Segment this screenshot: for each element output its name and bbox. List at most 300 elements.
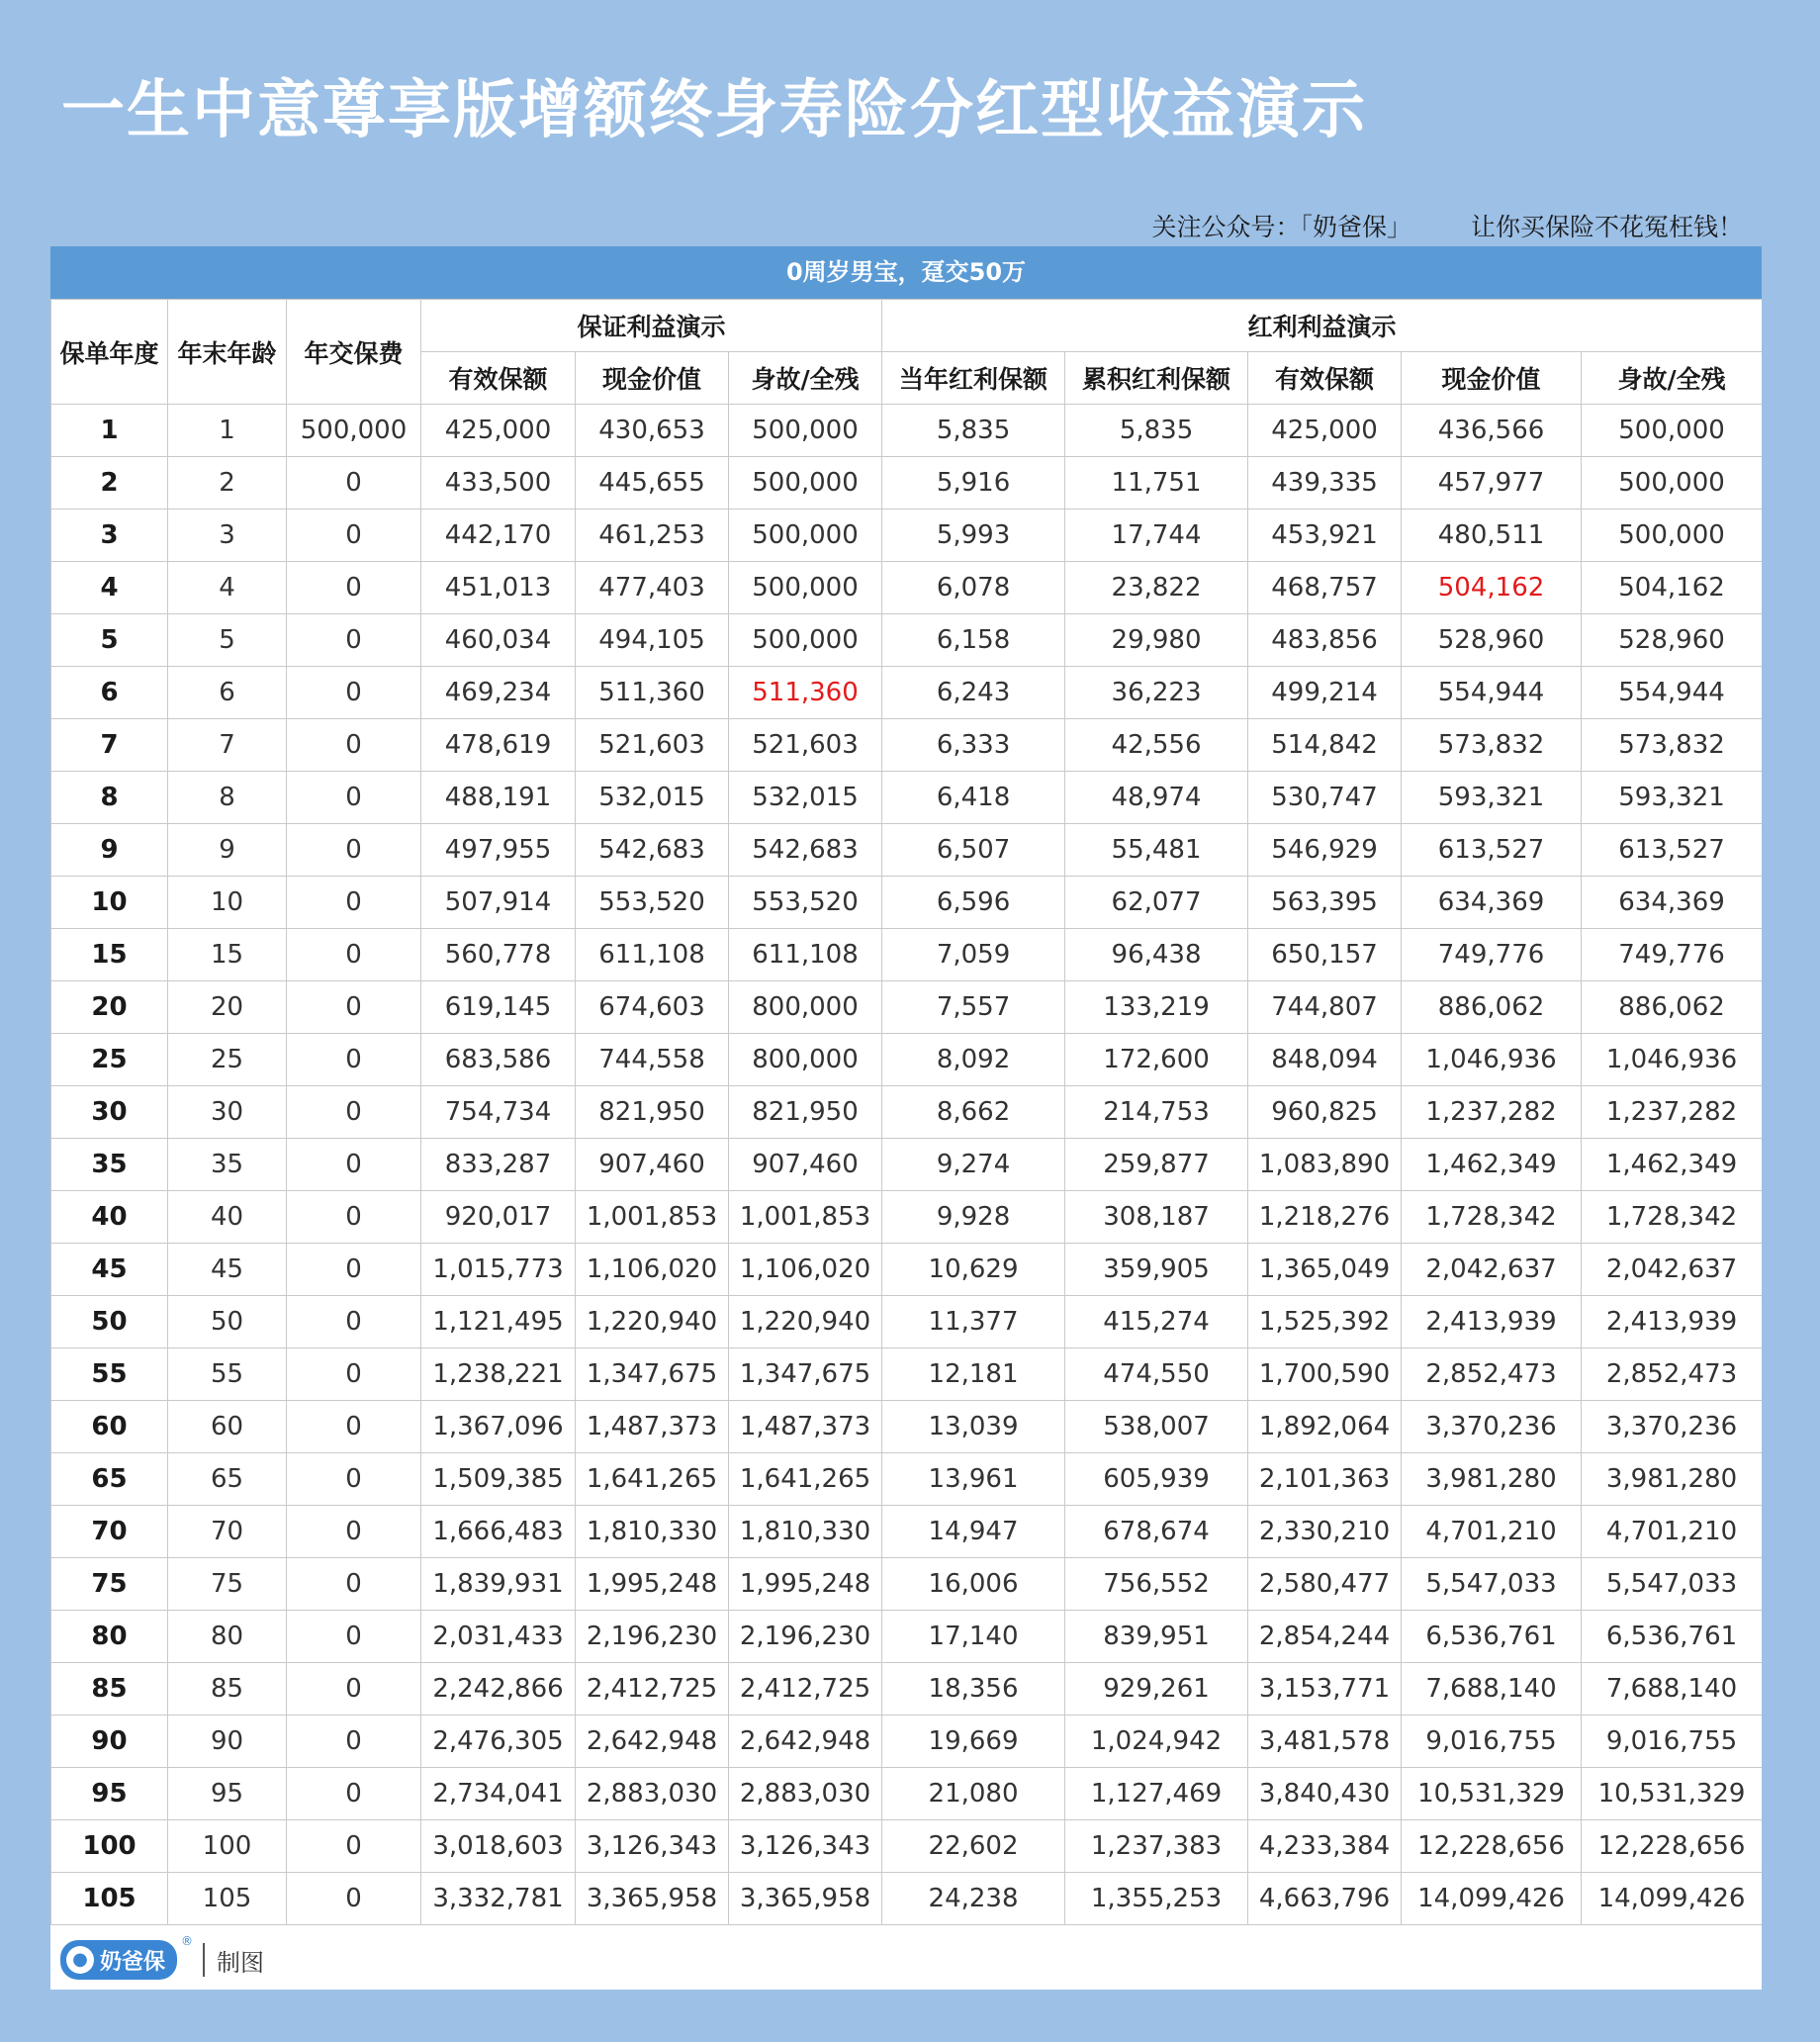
cell-dividend-sum: 848,094	[1248, 1034, 1402, 1086]
header-dividend-group: 红利利益演示	[882, 300, 1762, 352]
logo-text: 奶爸保	[100, 1949, 166, 1975]
cell-dividend-cash: 480,511	[1402, 510, 1582, 562]
cell-age: 95	[168, 1768, 287, 1820]
cell-guaranteed-death: 521,603	[729, 719, 882, 772]
cell-premium: 0	[287, 1086, 421, 1139]
cell-dividend-death: 9,016,755	[1582, 1716, 1762, 1768]
table-row	[51, 1768, 1763, 1820]
cell-dividend-accum: 36,223	[1065, 667, 1248, 719]
cell-premium: 0	[287, 667, 421, 719]
cell-guaranteed-death: 1,220,940	[729, 1296, 882, 1348]
cell-dividend-accum: 55,481	[1065, 824, 1248, 877]
header-guaranteed-cash: 现金价值	[576, 352, 729, 405]
cell-dividend-sum: 3,481,578	[1248, 1716, 1402, 1768]
header-dividend-cash: 现金价值	[1402, 352, 1582, 405]
cell-dividend-cash: 5,547,033	[1402, 1558, 1582, 1611]
cell-dividend-accum: 172,600	[1065, 1034, 1248, 1086]
cell-year: 1	[51, 405, 168, 457]
brand-logo	[60, 1940, 177, 1980]
cell-age: 70	[168, 1506, 287, 1558]
cell-guaranteed-sum: 433,500	[421, 457, 576, 510]
cell-premium: 0	[287, 1348, 421, 1401]
cell-dividend-cash: 1,462,349	[1402, 1139, 1582, 1191]
cell-dividend-cash: 634,369	[1402, 877, 1582, 929]
cell-year: 8	[51, 772, 168, 824]
cell-dividend-sum: 546,929	[1248, 824, 1402, 877]
cell-guaranteed-cash: 1,001,853	[576, 1191, 729, 1244]
cell-guaranteed-sum: 1,839,931	[421, 1558, 576, 1611]
cell-premium: 0	[287, 1034, 421, 1086]
cell-age: 10	[168, 877, 287, 929]
cell-guaranteed-cash: 2,642,948	[576, 1716, 729, 1768]
cell-age: 7	[168, 719, 287, 772]
cell-dividend-sum: 4,233,384	[1248, 1820, 1402, 1873]
cell-dividend-death: 1,728,342	[1582, 1191, 1762, 1244]
header-dividend-sum: 有效保额	[1248, 352, 1402, 405]
cell-guaranteed-cash: 2,196,230	[576, 1611, 729, 1663]
cell-dividend-annual: 11,377	[882, 1296, 1065, 1348]
cell-premium: 0	[287, 1768, 421, 1820]
cell-guaranteed-cash: 542,683	[576, 824, 729, 877]
cell-dividend-cash: 2,413,939	[1402, 1296, 1582, 1348]
cell-guaranteed-cash: 1,106,020	[576, 1244, 729, 1296]
cell-dividend-annual: 6,596	[882, 877, 1065, 929]
cell-year: 5	[51, 614, 168, 667]
table-row	[51, 457, 1763, 510]
table-row	[51, 1663, 1763, 1716]
cell-year: 6	[51, 667, 168, 719]
cell-year: 60	[51, 1401, 168, 1453]
cell-dividend-annual: 9,274	[882, 1139, 1065, 1191]
cell-dividend-accum: 415,274	[1065, 1296, 1248, 1348]
cell-dividend-accum: 1,237,383	[1065, 1820, 1248, 1873]
cell-year: 10	[51, 877, 168, 929]
cell-dividend-sum: 453,921	[1248, 510, 1402, 562]
cell-guaranteed-sum: 1,015,773	[421, 1244, 576, 1296]
cell-dividend-death: 14,099,426	[1582, 1873, 1762, 1925]
cell-dividend-cash: 436,566	[1402, 405, 1582, 457]
table-row	[51, 719, 1763, 772]
cell-guaranteed-death: 2,642,948	[729, 1716, 882, 1768]
cell-guaranteed-death: 821,950	[729, 1086, 882, 1139]
cell-dividend-cash: 528,960	[1402, 614, 1582, 667]
cell-guaranteed-cash: 1,995,248	[576, 1558, 729, 1611]
cell-guaranteed-sum: 3,332,781	[421, 1873, 576, 1925]
cell-guaranteed-cash: 1,347,675	[576, 1348, 729, 1401]
cell-premium: 0	[287, 1401, 421, 1453]
benefit-table	[50, 299, 1762, 1925]
table-row	[51, 1873, 1763, 1925]
cell-dividend-sum: 530,747	[1248, 772, 1402, 824]
cell-dividend-death: 573,832	[1582, 719, 1762, 772]
cell-age: 25	[168, 1034, 287, 1086]
cell-dividend-sum: 468,757	[1248, 562, 1402, 614]
cell-guaranteed-death: 1,641,265	[729, 1453, 882, 1506]
cell-year: 7	[51, 719, 168, 772]
cell-age: 55	[168, 1348, 287, 1401]
cell-guaranteed-cash: 461,253	[576, 510, 729, 562]
header-dividend-death: 身故/全残	[1582, 352, 1762, 405]
cell-dividend-annual: 6,078	[882, 562, 1065, 614]
cell-dividend-accum: 308,187	[1065, 1191, 1248, 1244]
cell-age: 105	[168, 1873, 287, 1925]
cell-guaranteed-death: 2,412,725	[729, 1663, 882, 1716]
cell-age: 15	[168, 929, 287, 981]
cell-guaranteed-sum: 1,367,096	[421, 1401, 576, 1453]
cell-age: 75	[168, 1558, 287, 1611]
cell-guaranteed-death: 500,000	[729, 614, 882, 667]
cell-dividend-accum: 678,674	[1065, 1506, 1248, 1558]
cell-dividend-annual: 19,669	[882, 1716, 1065, 1768]
cell-dividend-death: 4,701,210	[1582, 1506, 1762, 1558]
cell-dividend-accum: 29,980	[1065, 614, 1248, 667]
table-row	[51, 772, 1763, 824]
cell-dividend-cash: 613,527	[1402, 824, 1582, 877]
cell-dividend-accum: 756,552	[1065, 1558, 1248, 1611]
cell-dividend-annual: 6,507	[882, 824, 1065, 877]
cell-age: 9	[168, 824, 287, 877]
cell-dividend-cash: 1,046,936	[1402, 1034, 1582, 1086]
cell-dividend-accum: 474,550	[1065, 1348, 1248, 1401]
cell-guaranteed-death: 2,883,030	[729, 1768, 882, 1820]
cell-dividend-annual: 13,961	[882, 1453, 1065, 1506]
cell-guaranteed-sum: 497,955	[421, 824, 576, 877]
cell-dividend-sum: 1,700,590	[1248, 1348, 1402, 1401]
cell-guaranteed-death: 1,995,248	[729, 1558, 882, 1611]
cell-guaranteed-death: 511,360	[729, 667, 882, 719]
table-row	[51, 929, 1763, 981]
cell-guaranteed-death: 500,000	[729, 562, 882, 614]
cell-dividend-sum: 650,157	[1248, 929, 1402, 981]
cell-dividend-accum: 62,077	[1065, 877, 1248, 929]
cell-guaranteed-sum: 1,509,385	[421, 1453, 576, 1506]
registered-mark: ®	[181, 1934, 194, 1948]
cell-dividend-sum: 960,825	[1248, 1086, 1402, 1139]
cell-guaranteed-death: 907,460	[729, 1139, 882, 1191]
cell-year: 45	[51, 1244, 168, 1296]
cell-dividend-cash: 9,016,755	[1402, 1716, 1582, 1768]
footer-divider	[203, 1943, 205, 1977]
cell-guaranteed-cash: 3,126,343	[576, 1820, 729, 1873]
cell-premium: 0	[287, 1244, 421, 1296]
cell-dividend-cash: 504,162	[1402, 562, 1582, 614]
cell-year: 3	[51, 510, 168, 562]
cell-dividend-annual: 6,158	[882, 614, 1065, 667]
cell-premium: 0	[287, 1506, 421, 1558]
cell-dividend-sum: 425,000	[1248, 405, 1402, 457]
cell-dividend-accum: 23,822	[1065, 562, 1248, 614]
cell-dividend-death: 1,237,282	[1582, 1086, 1762, 1139]
cell-dividend-annual: 8,092	[882, 1034, 1065, 1086]
cell-guaranteed-sum: 2,476,305	[421, 1716, 576, 1768]
cell-guaranteed-cash: 511,360	[576, 667, 729, 719]
table-row	[51, 1191, 1763, 1244]
cell-dividend-sum: 744,807	[1248, 981, 1402, 1034]
cell-premium: 0	[287, 1453, 421, 1506]
cell-dividend-cash: 593,321	[1402, 772, 1582, 824]
cell-dividend-accum: 359,905	[1065, 1244, 1248, 1296]
cell-dividend-death: 500,000	[1582, 510, 1762, 562]
cell-dividend-sum: 1,525,392	[1248, 1296, 1402, 1348]
cell-guaranteed-sum: 754,734	[421, 1086, 576, 1139]
cell-dividend-annual: 5,835	[882, 405, 1065, 457]
table-row	[51, 1453, 1763, 1506]
cell-year: 105	[51, 1873, 168, 1925]
cell-dividend-annual: 6,418	[882, 772, 1065, 824]
cell-dividend-sum: 2,330,210	[1248, 1506, 1402, 1558]
cell-dividend-death: 886,062	[1582, 981, 1762, 1034]
cell-guaranteed-death: 532,015	[729, 772, 882, 824]
cell-guaranteed-cash: 2,883,030	[576, 1768, 729, 1820]
cell-guaranteed-cash: 430,653	[576, 405, 729, 457]
cell-guaranteed-death: 1,106,020	[729, 1244, 882, 1296]
cell-dividend-death: 593,321	[1582, 772, 1762, 824]
cell-premium: 0	[287, 510, 421, 562]
cell-dividend-death: 2,042,637	[1582, 1244, 1762, 1296]
cell-dividend-sum: 563,395	[1248, 877, 1402, 929]
cell-dividend-cash: 14,099,426	[1402, 1873, 1582, 1925]
cell-age: 40	[168, 1191, 287, 1244]
header-premium: 年交保费	[287, 300, 421, 405]
table-row	[51, 405, 1763, 457]
cell-dividend-accum: 17,744	[1065, 510, 1248, 562]
cell-guaranteed-sum: 460,034	[421, 614, 576, 667]
cell-guaranteed-sum: 2,734,041	[421, 1768, 576, 1820]
cell-guaranteed-cash: 494,105	[576, 614, 729, 667]
cell-year: 90	[51, 1716, 168, 1768]
cell-dividend-annual: 18,356	[882, 1663, 1065, 1716]
cell-year: 100	[51, 1820, 168, 1873]
cell-dividend-annual: 6,333	[882, 719, 1065, 772]
cell-dividend-cash: 6,536,761	[1402, 1611, 1582, 1663]
cell-premium: 0	[287, 1558, 421, 1611]
cell-guaranteed-sum: 425,000	[421, 405, 576, 457]
cell-dividend-accum: 1,024,942	[1065, 1716, 1248, 1768]
cell-dividend-death: 554,944	[1582, 667, 1762, 719]
cell-dividend-death: 5,547,033	[1582, 1558, 1762, 1611]
cell-dividend-sum: 1,218,276	[1248, 1191, 1402, 1244]
cell-guaranteed-cash: 1,810,330	[576, 1506, 729, 1558]
cell-dividend-accum: 214,753	[1065, 1086, 1248, 1139]
table-row	[51, 824, 1763, 877]
cell-dividend-death: 749,776	[1582, 929, 1762, 981]
cell-year: 4	[51, 562, 168, 614]
cell-guaranteed-death: 542,683	[729, 824, 882, 877]
cell-guaranteed-cash: 477,403	[576, 562, 729, 614]
header-guaranteed-group: 保证利益演示	[421, 300, 882, 352]
table-row	[51, 562, 1763, 614]
cell-guaranteed-death: 3,365,958	[729, 1873, 882, 1925]
cell-dividend-annual: 12,181	[882, 1348, 1065, 1401]
cell-premium: 0	[287, 562, 421, 614]
cell-guaranteed-cash: 553,520	[576, 877, 729, 929]
footer	[50, 1930, 1762, 1990]
cell-premium: 0	[287, 772, 421, 824]
cell-year: 9	[51, 824, 168, 877]
cell-guaranteed-sum: 507,914	[421, 877, 576, 929]
cell-guaranteed-death: 1,347,675	[729, 1348, 882, 1401]
table-row	[51, 1348, 1763, 1401]
cell-year: 30	[51, 1086, 168, 1139]
cell-dividend-annual: 14,947	[882, 1506, 1065, 1558]
cell-guaranteed-death: 500,000	[729, 457, 882, 510]
cell-year: 25	[51, 1034, 168, 1086]
cell-dividend-death: 3,981,280	[1582, 1453, 1762, 1506]
table-row	[51, 667, 1763, 719]
cell-age: 65	[168, 1453, 287, 1506]
cell-dividend-annual: 21,080	[882, 1768, 1065, 1820]
header-dividend-accum: 累积红利保额	[1065, 352, 1248, 405]
figure-icon: ●	[66, 1946, 94, 1974]
cell-age: 6	[168, 667, 287, 719]
cell-dividend-death: 1,046,936	[1582, 1034, 1762, 1086]
cell-year: 50	[51, 1296, 168, 1348]
cell-guaranteed-death: 800,000	[729, 981, 882, 1034]
cell-age: 90	[168, 1716, 287, 1768]
cell-guaranteed-death: 2,196,230	[729, 1611, 882, 1663]
cell-guaranteed-sum: 469,234	[421, 667, 576, 719]
cell-dividend-death: 634,369	[1582, 877, 1762, 929]
cell-dividend-sum: 3,840,430	[1248, 1768, 1402, 1820]
cell-dividend-accum: 133,219	[1065, 981, 1248, 1034]
cell-premium: 0	[287, 1296, 421, 1348]
cell-dividend-sum: 3,153,771	[1248, 1663, 1402, 1716]
cell-age: 100	[168, 1820, 287, 1873]
table-row	[51, 1716, 1763, 1768]
table-row	[51, 877, 1763, 929]
cell-guaranteed-sum: 683,586	[421, 1034, 576, 1086]
cell-dividend-cash: 3,981,280	[1402, 1453, 1582, 1506]
cell-premium: 0	[287, 457, 421, 510]
cell-guaranteed-cash: 1,220,940	[576, 1296, 729, 1348]
cell-guaranteed-sum: 2,031,433	[421, 1611, 576, 1663]
cell-guaranteed-sum: 1,238,221	[421, 1348, 576, 1401]
table-row	[51, 1558, 1763, 1611]
made-label: 制图	[217, 1948, 265, 1977]
table-row	[51, 1086, 1763, 1139]
cell-guaranteed-death: 500,000	[729, 405, 882, 457]
cell-dividend-annual: 7,059	[882, 929, 1065, 981]
cell-guaranteed-cash: 2,412,725	[576, 1663, 729, 1716]
cell-guaranteed-sum: 451,013	[421, 562, 576, 614]
cell-age: 5	[168, 614, 287, 667]
cell-dividend-annual: 17,140	[882, 1611, 1065, 1663]
table-row	[51, 1296, 1763, 1348]
cell-guaranteed-sum: 478,619	[421, 719, 576, 772]
cell-premium: 500,000	[287, 405, 421, 457]
cell-age: 8	[168, 772, 287, 824]
cell-guaranteed-cash: 1,487,373	[576, 1401, 729, 1453]
cell-dividend-cash: 3,370,236	[1402, 1401, 1582, 1453]
cell-dividend-cash: 10,531,329	[1402, 1768, 1582, 1820]
table-banner: 0周岁男宝，趸交50万	[50, 246, 1762, 299]
cell-dividend-annual: 5,993	[882, 510, 1065, 562]
cell-guaranteed-death: 1,810,330	[729, 1506, 882, 1558]
cell-year: 40	[51, 1191, 168, 1244]
cell-year: 70	[51, 1506, 168, 1558]
cell-dividend-accum: 48,974	[1065, 772, 1248, 824]
cell-dividend-cash: 749,776	[1402, 929, 1582, 981]
cell-dividend-sum: 514,842	[1248, 719, 1402, 772]
cell-dividend-cash: 886,062	[1402, 981, 1582, 1034]
cell-year: 35	[51, 1139, 168, 1191]
table-row	[51, 981, 1763, 1034]
table-row	[51, 1506, 1763, 1558]
cell-guaranteed-sum: 560,778	[421, 929, 576, 981]
cell-guaranteed-cash: 521,603	[576, 719, 729, 772]
cell-dividend-sum: 1,892,064	[1248, 1401, 1402, 1453]
cell-year: 75	[51, 1558, 168, 1611]
cell-guaranteed-cash: 611,108	[576, 929, 729, 981]
cell-dividend-death: 12,228,656	[1582, 1820, 1762, 1873]
cell-premium: 0	[287, 1716, 421, 1768]
cell-dividend-sum: 1,083,890	[1248, 1139, 1402, 1191]
cell-dividend-death: 528,960	[1582, 614, 1762, 667]
cell-dividend-accum: 259,877	[1065, 1139, 1248, 1191]
cell-dividend-cash: 2,852,473	[1402, 1348, 1582, 1401]
cell-dividend-cash: 1,237,282	[1402, 1086, 1582, 1139]
cell-guaranteed-cash: 1,641,265	[576, 1453, 729, 1506]
cell-age: 4	[168, 562, 287, 614]
cell-year: 65	[51, 1453, 168, 1506]
cell-premium: 0	[287, 614, 421, 667]
cell-dividend-annual: 10,629	[882, 1244, 1065, 1296]
cell-dividend-accum: 605,939	[1065, 1453, 1248, 1506]
cell-guaranteed-sum: 3,018,603	[421, 1820, 576, 1873]
cell-dividend-annual: 7,557	[882, 981, 1065, 1034]
follow-label: 关注公众号：「奶爸保」	[1151, 213, 1411, 241]
cell-age: 1	[168, 405, 287, 457]
cell-guaranteed-cash: 445,655	[576, 457, 729, 510]
cell-premium: 0	[287, 719, 421, 772]
cell-premium: 0	[287, 1611, 421, 1663]
cell-dividend-death: 10,531,329	[1582, 1768, 1762, 1820]
cell-dividend-death: 6,536,761	[1582, 1611, 1762, 1663]
cell-dividend-annual: 9,928	[882, 1191, 1065, 1244]
cell-guaranteed-sum: 833,287	[421, 1139, 576, 1191]
cell-guaranteed-sum: 488,191	[421, 772, 576, 824]
table-row	[51, 1139, 1763, 1191]
cell-year: 95	[51, 1768, 168, 1820]
cell-dividend-accum: 538,007	[1065, 1401, 1248, 1453]
cell-premium: 0	[287, 1873, 421, 1925]
cell-dividend-cash: 457,977	[1402, 457, 1582, 510]
cell-dividend-cash: 2,042,637	[1402, 1244, 1582, 1296]
cell-dividend-accum: 1,127,469	[1065, 1768, 1248, 1820]
cell-dividend-sum: 483,856	[1248, 614, 1402, 667]
cell-guaranteed-cash: 532,015	[576, 772, 729, 824]
cell-dividend-death: 1,462,349	[1582, 1139, 1762, 1191]
cell-age: 2	[168, 457, 287, 510]
cell-dividend-death: 3,370,236	[1582, 1401, 1762, 1453]
cell-dividend-accum: 1,355,253	[1065, 1873, 1248, 1925]
cell-dividend-cash: 4,701,210	[1402, 1506, 1582, 1558]
table-row	[51, 510, 1763, 562]
cell-premium: 0	[287, 929, 421, 981]
header-year: 保单年度	[51, 300, 168, 405]
cell-dividend-accum: 839,951	[1065, 1611, 1248, 1663]
cell-guaranteed-sum: 920,017	[421, 1191, 576, 1244]
cell-guaranteed-cash: 744,558	[576, 1034, 729, 1086]
cell-age: 20	[168, 981, 287, 1034]
cell-dividend-cash: 7,688,140	[1402, 1663, 1582, 1716]
cell-dividend-accum: 42,556	[1065, 719, 1248, 772]
cell-year: 2	[51, 457, 168, 510]
cell-year: 20	[51, 981, 168, 1034]
cell-dividend-cash: 554,944	[1402, 667, 1582, 719]
header-guaranteed-death: 身故/全残	[729, 352, 882, 405]
table-body	[51, 405, 1763, 1925]
